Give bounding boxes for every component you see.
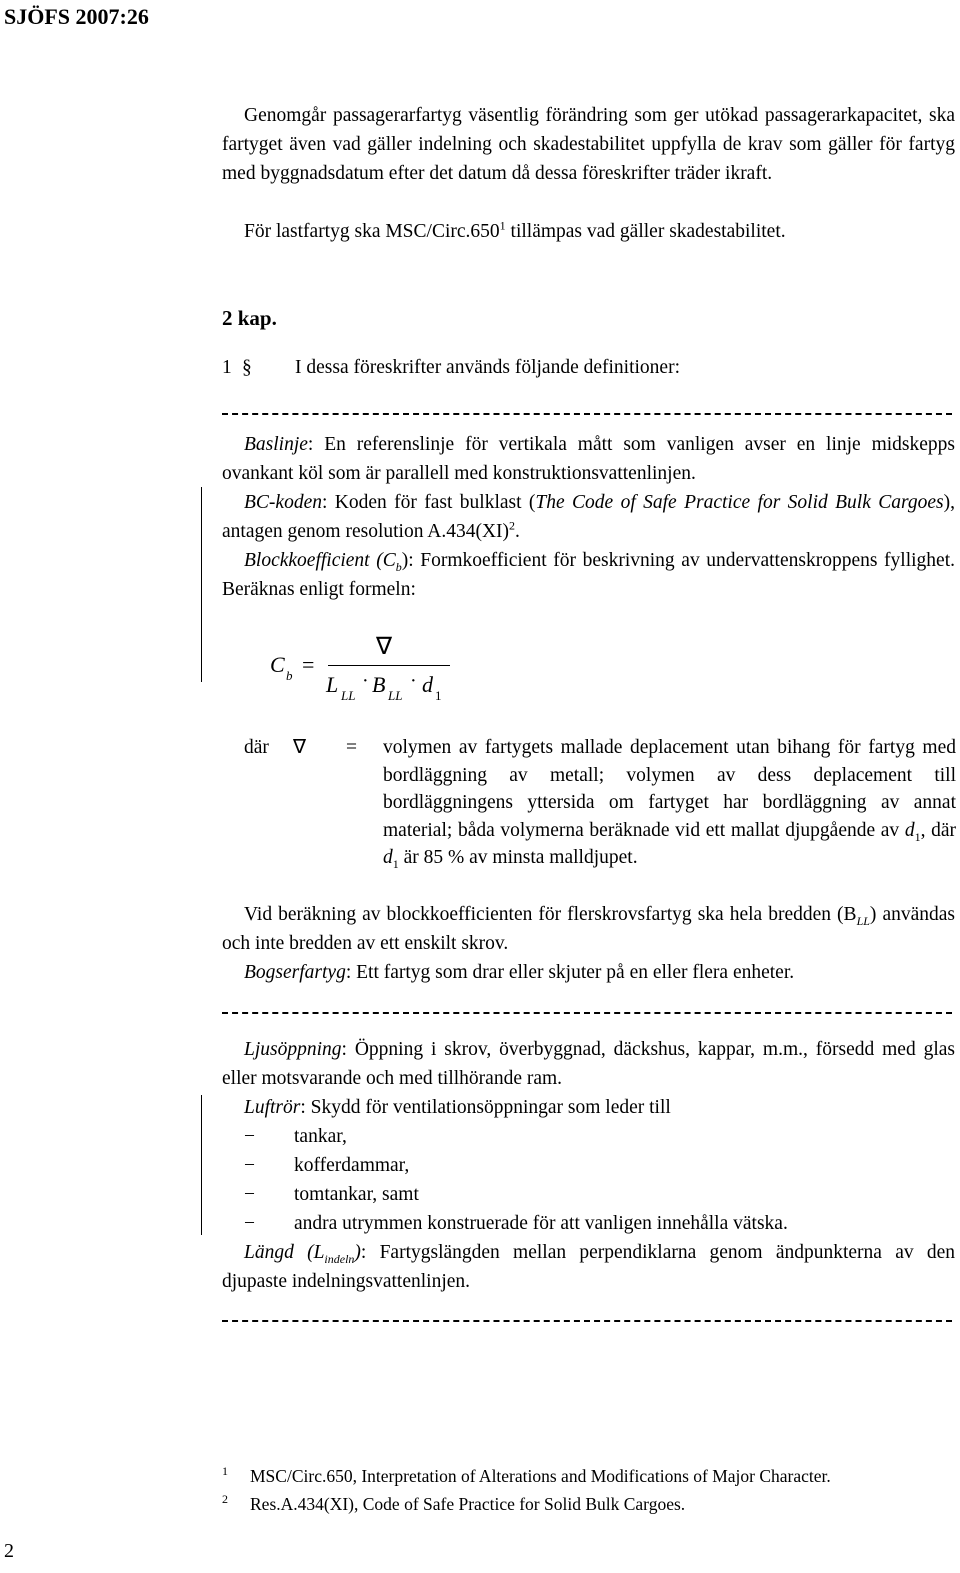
omission-dash-line (222, 413, 952, 415)
page-header: SJÖFS 2007:26 (4, 4, 149, 29)
nabla-symbol: ∇ (293, 737, 307, 758)
dar-label: där (244, 737, 269, 758)
omission-dash-line (222, 1320, 952, 1322)
block-coefficient-formula: C b = ∇ L LL · B LL · d 1 (270, 632, 470, 712)
omission-dash-line (222, 1012, 952, 1014)
nabla-definition: volymen av fartygets mallade deplacement utan bihang för fartyg med bordläggning av metall; volymen av dess deplacement till bordläggningens yttersida om fartyget har bordläggning av annat material; båda volymerna beräknade vid ett mallat djupgående av $d_1$, där $d_1$ är 85 % av minsta malldjupet. (383, 737, 957, 871)
definition-ljusoppning: Ljusöppning: Öppning i skrov, överbyggnad, däckshus, kappar, m.m., försedd med glas eller motsvarande och med tillhörande ram. (222, 1039, 955, 1089)
definition-bc-koden: BC-koden: Koden för fast bulklast (The Code of Safe Practice for Solid Bulk Cargoes), antagen genom resolution A.434(XI)$^2$. (222, 492, 955, 542)
multihull-note: Vid beräkning av blockkoefficienten för flerskrovsfartyg ska hela bredden $(B_{LL})$ användas och inte bredden av ett enskilt skrov. (222, 904, 955, 954)
definition-langd: Längd $(L_{indeln})$: Fartygslängden mellan perpendiklarna genom ändpunkterna av den djupaste indelningsvattenlinjen. (222, 1242, 955, 1292)
change-bar (201, 1095, 202, 1235)
intro-paragraph: Genomgår passagerarfartyg väsentlig förändring som ger utökad passagerarkapacitet, ska fartyget även vad gäller indelning och skadestabilitet uppfylla de krav som gäller för fartyg med byggnadsdatum efter det datum då dessa föreskrifter träder ikraft. (222, 105, 955, 184)
definition-baslinje: Baslinje: En referenslinje för vertikala mått som vanligen avser en linje midskepps ovankant köl som är parallell med konstruktionsvattenlinjen. (222, 434, 955, 484)
intro-paragraph-2: För lastfartyg ska MSC/Circ.650$^1$ tillämpas vad gäller skadestabilitet. (244, 218, 786, 242)
page-number: 2 (4, 1540, 14, 1562)
chapter-heading: 2 kap. (222, 306, 277, 330)
footnote: 2 Res.A.434(XI), Code of Safe Practice for Solid Bulk Cargoes. (222, 1492, 686, 1514)
fraction-line (328, 665, 450, 666)
definition-bogserfartyg: Bogserfartyg: Ett fartyg som drar eller skjuter på en eller flera enheter. (244, 962, 795, 983)
footnote: 1 MSC/Circ.650, Interpretation of Alterations and Modifications of Major Character. (222, 1464, 831, 1486)
list-item: − kofferdammar, (244, 1155, 410, 1176)
paragraph-1: 1 § I dessa föreskrifter används följande definitioner: (222, 357, 680, 378)
equals-sign: = (346, 737, 357, 758)
change-bar (201, 487, 202, 682)
list-item: − andra utrymmen konstruerade för att vanligen innehålla vätska. (244, 1213, 788, 1234)
definition-blockkoefficient: Blockkoefficient $(C_b)$: Formkoefficient för beskrivning av undervattenskroppens fyllighet. Beräknas enligt formeln: (222, 550, 955, 600)
list-item: − tomtankar, samt (244, 1184, 419, 1205)
definition-luftror: Luftrör: Skydd för ventilationsöppningar som leder till (244, 1097, 671, 1118)
list-item: − tankar, (244, 1126, 347, 1147)
